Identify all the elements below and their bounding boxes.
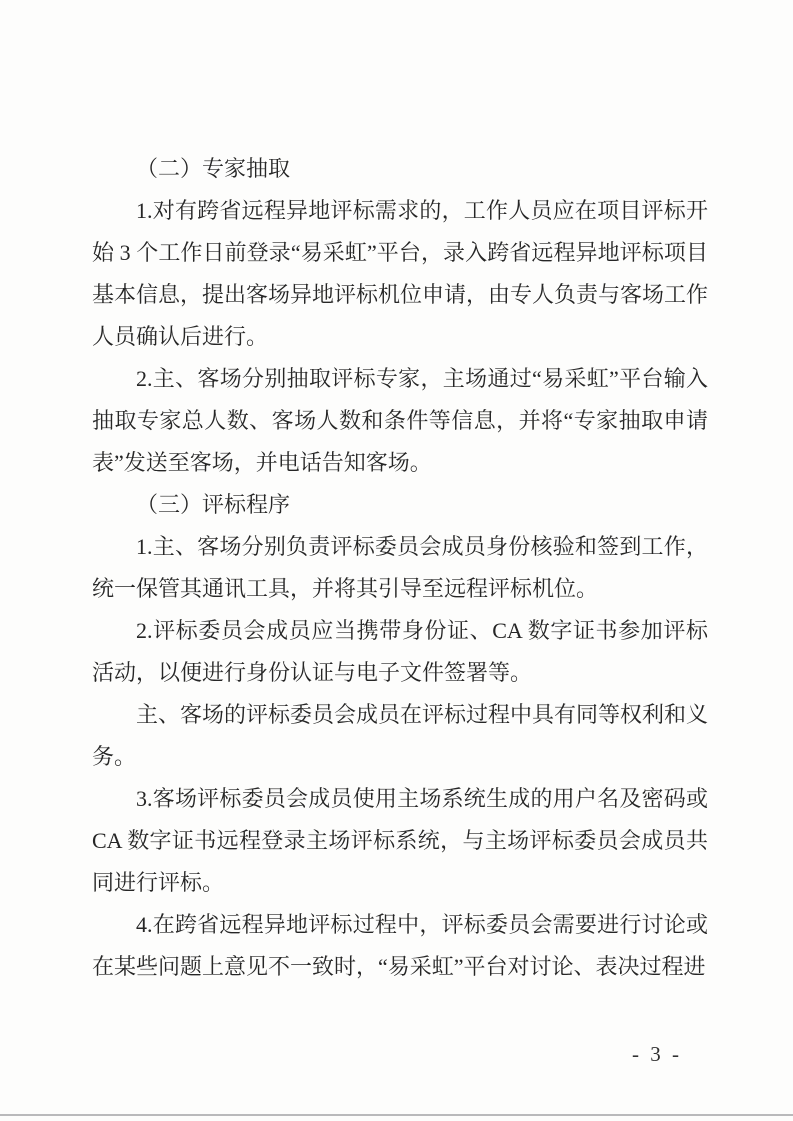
paragraph: 3.客场评标委员会成员使用主场系统生成的用户名及密码或 CA 数字证书远程登录主场评标系统，与主场评标委员会成员共同进行评标。 xyxy=(92,786,708,895)
paragraph: 1.对有跨省远程异地评标需求的，工作人员应在项目评标开始 3 个工作日前登录“易采虹”平台，录入跨省远程异地评标项目基本信息，提出客场异地评标机位申请，由专人负责与客场工作人员确认后进行。 xyxy=(92,198,709,349)
paragraph: 2.评标委员会成员应当携带身份证、CA 数字证书参加评标活动，以便进行身份认证与电子文件签署等。 xyxy=(92,618,708,685)
scan-edge-line xyxy=(0,1114,793,1116)
paragraph: 2.主、客场分别抽取评标专家，主场通过“易采虹”平台输入抽取专家总人数、客场人数和条件等信息，并将“专家抽取申请表”发送至客场，并电话告知客场。 xyxy=(92,366,708,475)
section-heading: （二）专家抽取 xyxy=(136,156,291,181)
document-body xyxy=(92,148,708,988)
section-heading: （三）评标程序 xyxy=(136,492,291,517)
paragraph: 4.在跨省远程异地评标过程中，评标委员会需要进行讨论或在某些问题上意见不一致时，“易采虹”平台对讨论、表决过程进 xyxy=(92,912,708,979)
page-number: - 3 - xyxy=(632,1042,682,1066)
paragraph: 主、客场的评标委员会成员在评标过程中具有同等权利和义务。 xyxy=(92,702,709,769)
paragraph: 1.主、客场分别负责评标委员会成员身份核验和签到工作，统一保管其通讯工具，并将其引导至远程评标机位。 xyxy=(92,534,708,601)
